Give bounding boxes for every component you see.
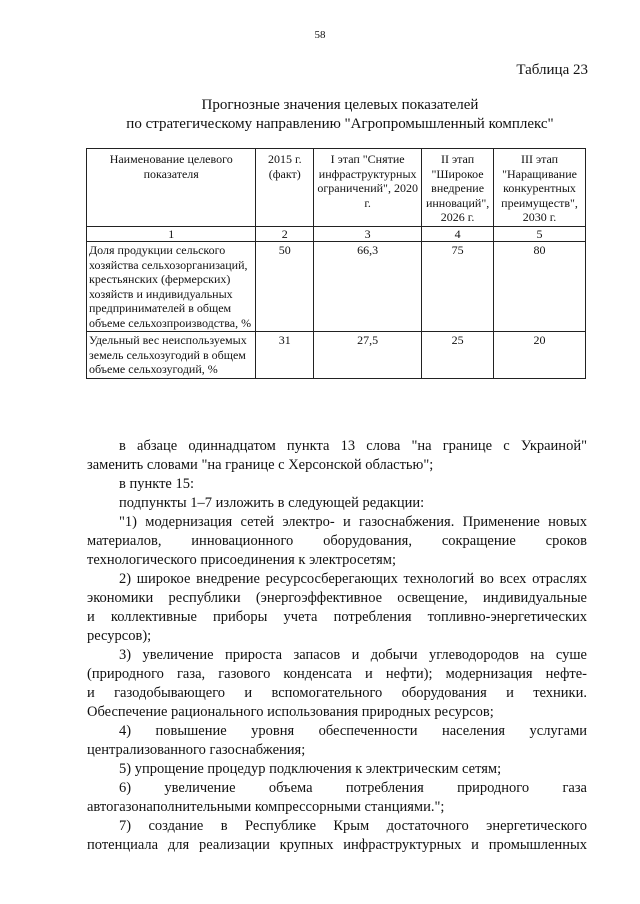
text-line: "1) модернизация сетей электро- и газоснабжения. Применение новых (119, 514, 587, 530)
text-line: автогазонаполнительными компрессорными станциями."; (87, 799, 445, 815)
paragraph (87, 475, 587, 494)
text-line: материалов, инновационного оборудования, сокращение сроков (87, 533, 587, 549)
header-indicator: Наименование целевого показателя (87, 149, 256, 227)
column-number: 5 (494, 226, 586, 242)
text-line: потенциала для реализации крупных инфраструктурных и промышленных (87, 837, 587, 853)
text-line: 7) создание в Республике Крым достаточного энергетического (119, 818, 587, 834)
table-title-line-2: по стратегическому направлению "Агропромышленный комплекс" (126, 116, 554, 132)
value-2030: 80 (494, 242, 586, 332)
paragraph (87, 760, 587, 779)
column-number: 2 (256, 226, 314, 242)
header-2015: 2015 г. (факт) (256, 149, 314, 227)
text-line: в пункте 15: (119, 476, 195, 492)
text-line: и коллективные приборы учета потребления топливно-энергетических (87, 609, 587, 625)
table-row (87, 332, 586, 379)
header-stage-1: I этап "Снятие инфраструктурных ограничений", 2020 г. (314, 149, 422, 227)
table-header-row (87, 149, 586, 227)
text-line: 4) повышение уровня обеспеченности населения услугами (119, 723, 587, 739)
table-title (60, 96, 620, 134)
indicator-name: Доля продукции сельского хозяйства сельхозорганизаций, крестьянских (фермерских) хозяйств и индивидуальных предпринимателей в общем объеме сельхозпроизводства, % (87, 242, 256, 332)
paragraph (87, 437, 587, 475)
text-line: централизованного газоснабжения; (87, 742, 306, 758)
target-indicators-table (86, 148, 586, 379)
value-2015: 31 (256, 332, 314, 379)
text-line: 5) упрощение процедур подключения к электрическим сетям; (119, 761, 502, 777)
text-line: ресурсов); (87, 628, 152, 644)
paragraph (87, 513, 587, 570)
column-number: 4 (422, 226, 494, 242)
text-line: и газодобывающего и вспомогательного оборудования и техники. (87, 685, 587, 701)
paragraph (87, 817, 587, 855)
text-line: в абзаце одиннадцатом пункта 13 слова "на границе с Украиной" (119, 438, 587, 454)
value-2020: 66,3 (314, 242, 422, 332)
paragraph (87, 646, 587, 722)
value-2030: 20 (494, 332, 586, 379)
column-number-row (87, 226, 586, 242)
header-stage-3: III этап "Наращивание конкурентных преимуществ", 2030 г. (494, 149, 586, 227)
value-2026: 75 (422, 242, 494, 332)
text-line: 6) увеличение объема потребления природного газа (119, 780, 587, 796)
paragraph (87, 779, 587, 817)
text-line: (природного газа, газового конденсата и нефти); модернизация нефте- (87, 666, 587, 682)
text-line: заменить словами "на границе с Херсонской областью"; (87, 457, 434, 473)
value-2020: 27,5 (314, 332, 422, 379)
text-line: экономики республики (энергоэффективное освещение, индивидуальные (87, 590, 587, 606)
text-line: подпункты 1–7 изложить в следующей редакции: (119, 495, 425, 511)
column-number: 3 (314, 226, 422, 242)
text-line: технологического присоединения к электросетям; (87, 552, 397, 568)
header-stage-2: II этап "Широкое внедрение инноваций", 2026 г. (422, 149, 494, 227)
table-row (87, 242, 586, 332)
table-title-line-1: Прогнозные значения целевых показателей (201, 97, 479, 113)
value-2015: 50 (256, 242, 314, 332)
text-line: 3) увеличение прироста запасов и добычи углеводородов на суше (119, 647, 587, 663)
indicator-name: Удельный вес неиспользуемых земель сельхозугодий в общем объеме сельхозугодий, % (87, 332, 256, 379)
page-number: 58 (314, 29, 326, 41)
document-body (87, 437, 587, 855)
paragraph (87, 570, 587, 646)
paragraph (87, 722, 587, 760)
value-2026: 25 (422, 332, 494, 379)
column-number: 1 (87, 226, 256, 242)
text-line: Обеспечение рационального использования природных ресурсов; (87, 704, 494, 720)
text-line: 2) широкое внедрение ресурсосберегающих технологий во всех отраслях (119, 571, 587, 587)
paragraph (87, 494, 587, 513)
table-label: Таблица 23 (516, 62, 588, 78)
